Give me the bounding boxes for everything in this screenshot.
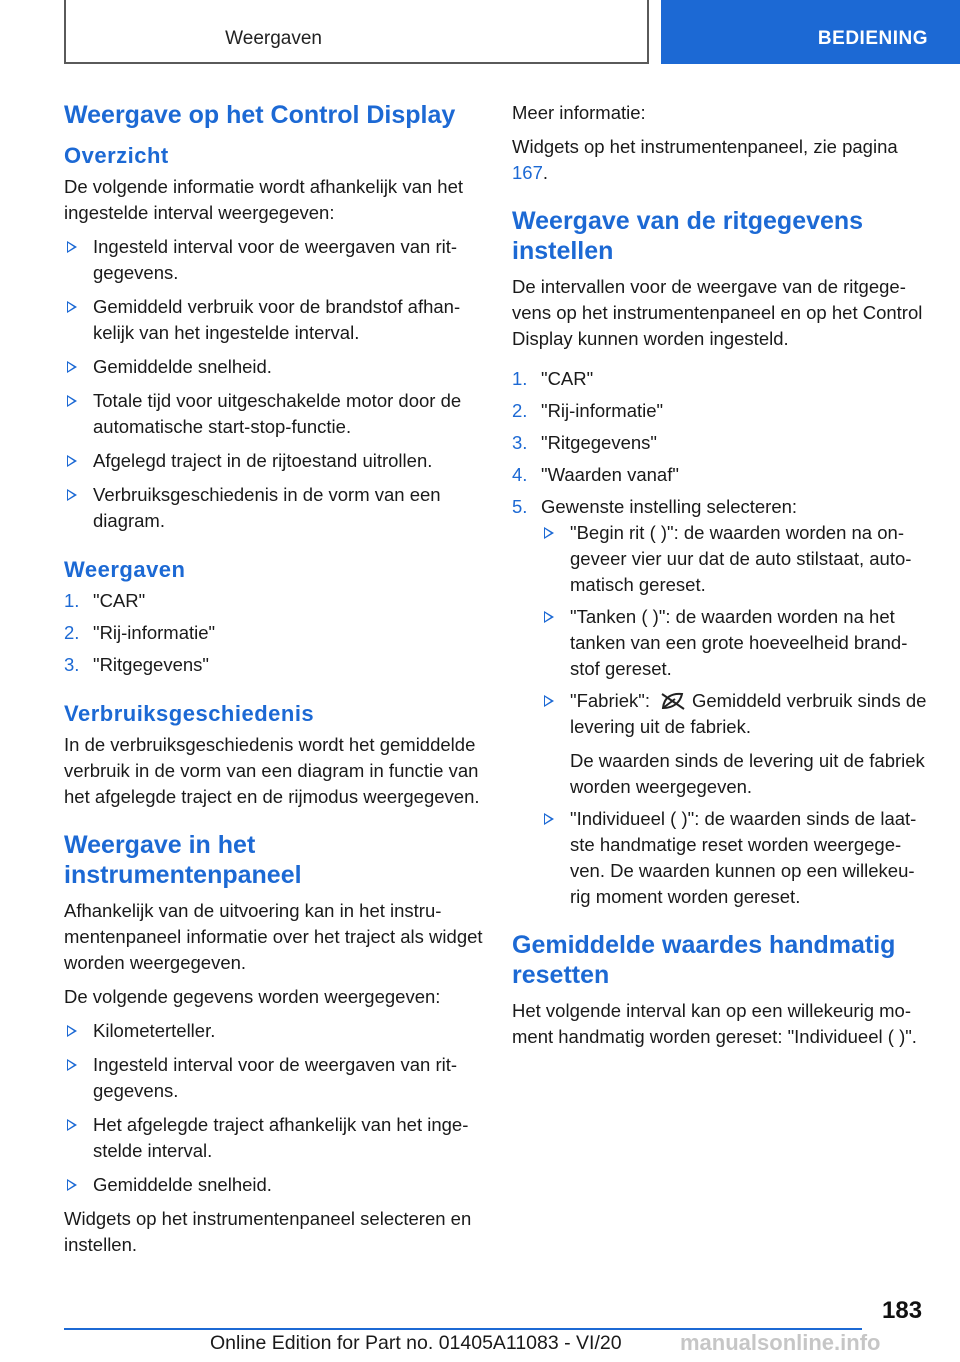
instrument-list bbox=[64, 1018, 484, 1198]
bullet-triangle-icon bbox=[544, 527, 554, 539]
list-item: Verbruiksgeschiedenis in de vorm van een diagram. bbox=[64, 482, 484, 534]
ritgegevens-text: De intervallen voor de weergave van de ritgegevens op het instrumentenpaneel en op het Control Display kunnen worden ingesteld. bbox=[512, 276, 923, 349]
heading-verbruiksgeschiedenis: Verbruiksgeschiedenis bbox=[64, 701, 315, 726]
step-item: 4. "Waarden vanaf" bbox=[512, 464, 679, 485]
verbruik-text: In de verbruiksgeschiedenis wordt het gemiddelde verbruik in de vorm van een diagram in functie van het afgelegde traject en de rijmodus weergegeven. bbox=[64, 734, 480, 807]
setting-options-list bbox=[541, 520, 927, 910]
footer-edition: Online Edition for Part no. 01405A11083 - VI/20 bbox=[210, 1332, 622, 1354]
widgets-reference: Widgets op het instrumentenpaneel, zie pagina 167. bbox=[512, 136, 898, 183]
heading-handmatig-resetten: Gemiddelde waardes handmatig resetten bbox=[512, 931, 896, 989]
heading-control-display: Weergave op het Control Display bbox=[64, 101, 456, 129]
heading-ritgegevens-instellen: Weergave van de ritgegevens instellen bbox=[512, 207, 864, 265]
list-item: Ingesteld interval voor de weergaven van ritgegevens. bbox=[64, 1052, 484, 1104]
page-number: 183 bbox=[882, 1297, 923, 1324]
bullet-triangle-icon bbox=[67, 1025, 77, 1037]
list-item: Totale tijd voor uitgeschakelde motor door de automatische start-stop-functie. bbox=[64, 388, 484, 440]
list-item: Gemiddeld verbruik voor de brandstof afhankelijk van het ingestelde interval. bbox=[64, 294, 484, 346]
bullet-triangle-icon bbox=[67, 1179, 77, 1191]
list-item: Het afgelegde traject afhankelijk van het ingestelde interval. bbox=[64, 1112, 484, 1164]
bullet-triangle-icon bbox=[544, 695, 554, 707]
list-item: Ingesteld interval voor de weergaven van ritgegevens. bbox=[64, 234, 484, 286]
step-item: 1. "CAR" bbox=[512, 368, 594, 389]
instrument-text-1: Afhankelijk van de uitvoering kan in het instrumentenpaneel informatie over het traject als widget worden weergegeven. bbox=[64, 900, 483, 973]
bullet-triangle-icon bbox=[544, 813, 554, 825]
heading-overzicht: Overzicht bbox=[64, 143, 169, 168]
bullet-triangle-icon bbox=[67, 489, 77, 501]
reset-text: Het volgende interval kan op een willekeurig moment handmatig worden gereset: "Individueel ( )". bbox=[512, 1000, 917, 1047]
economy-leaf-icon bbox=[660, 691, 686, 711]
section-title: Weergaven bbox=[225, 28, 322, 49]
bullet-triangle-icon bbox=[67, 455, 77, 467]
instrument-text-3: Widgets op het instrumentenpaneel selecteren en instellen. bbox=[64, 1208, 472, 1255]
header-frame bbox=[64, 0, 649, 64]
step-item: 3. "Ritgegevens" bbox=[64, 654, 209, 675]
bullet-triangle-icon bbox=[67, 395, 77, 407]
list-item: Gemiddelde snelheid. bbox=[64, 1172, 484, 1198]
list-item: "Tanken ( )": de waarden worden na het tanken van een grote hoeveelheid brandstof gereset. bbox=[541, 604, 927, 682]
overzicht-intro: De volgende informatie wordt afhankelijk van het ingestelde interval weergegeven: bbox=[64, 176, 464, 223]
list-item: Gemiddelde snelheid. bbox=[64, 354, 484, 380]
list-item: Afgelegd traject in de rijtoestand uitrollen. bbox=[64, 448, 484, 474]
step-item: 5. Gewenste instelling selecteren: "Begin rit ( )": de waarden worden na ongeveer vier uur dat de auto stilstaat, automatisch gereset. "Tanken ( )": de waarden worden na het tanken van een grote hoeveelheid brandstof gereset. "Fabriek": Gemiddeld verbruik sinds de levering uit de fabriek. De waarden sinds de levering uit de fabriek worden weergegeven. "Individueel ( )": de waarden sinds de laatste handmatige reset worden weergegeven. De waarden kunnen op een willekeurig moment worden gereset. bbox=[512, 494, 927, 910]
step-item: 2. "Rij-informatie" bbox=[512, 400, 664, 421]
step-item: 1. "CAR" bbox=[64, 590, 146, 611]
bullet-triangle-icon bbox=[67, 1059, 77, 1071]
list-item: "Fabriek": Gemiddeld verbruik sinds de levering uit de fabriek. De waarden sinds de levering uit de fabriek worden weergegeven. bbox=[541, 688, 927, 800]
heading-instrumentenpaneel: Weergave in het instrumentenpaneel bbox=[64, 831, 302, 889]
bullet-triangle-icon bbox=[544, 611, 554, 623]
bullet-triangle-icon bbox=[67, 361, 77, 373]
step-item: 2. "Rij-informatie" bbox=[64, 622, 216, 643]
list-item: "Individueel ( )": de waarden sinds de laatste handmatige reset worden weergegeven. De waarden kunnen op een willekeurig moment worden gereset. bbox=[541, 806, 927, 910]
step-item: 3. "Ritgegevens" bbox=[512, 432, 657, 453]
weergaven-steps bbox=[64, 588, 484, 678]
instrument-text-2: De volgende gegevens worden weergegeven: bbox=[64, 986, 441, 1007]
fabriek-extra: De waarden sinds de levering uit de fabriek worden weergegeven. bbox=[570, 750, 925, 797]
watermark: manualsonline.info bbox=[680, 1330, 881, 1355]
meer-informatie: Meer informatie: bbox=[512, 102, 646, 123]
list-item: Kilometerteller. bbox=[64, 1018, 484, 1044]
heading-weergaven: Weergaven bbox=[64, 557, 186, 582]
chapter-tab bbox=[661, 0, 960, 64]
left-column bbox=[64, 100, 484, 1266]
chapter-title: BEDIENING bbox=[817, 28, 928, 49]
bullet-triangle-icon bbox=[67, 241, 77, 253]
page-link-167[interactable]: 167 bbox=[512, 162, 543, 183]
overzicht-list bbox=[64, 234, 484, 534]
right-column bbox=[512, 100, 927, 1058]
bullet-triangle-icon bbox=[67, 1119, 77, 1131]
list-item: "Begin rit ( )": de waarden worden na ongeveer vier uur dat de auto stilstaat, automatisch gereset. bbox=[541, 520, 927, 598]
bullet-triangle-icon bbox=[67, 301, 77, 313]
ritgegevens-steps bbox=[512, 366, 927, 910]
